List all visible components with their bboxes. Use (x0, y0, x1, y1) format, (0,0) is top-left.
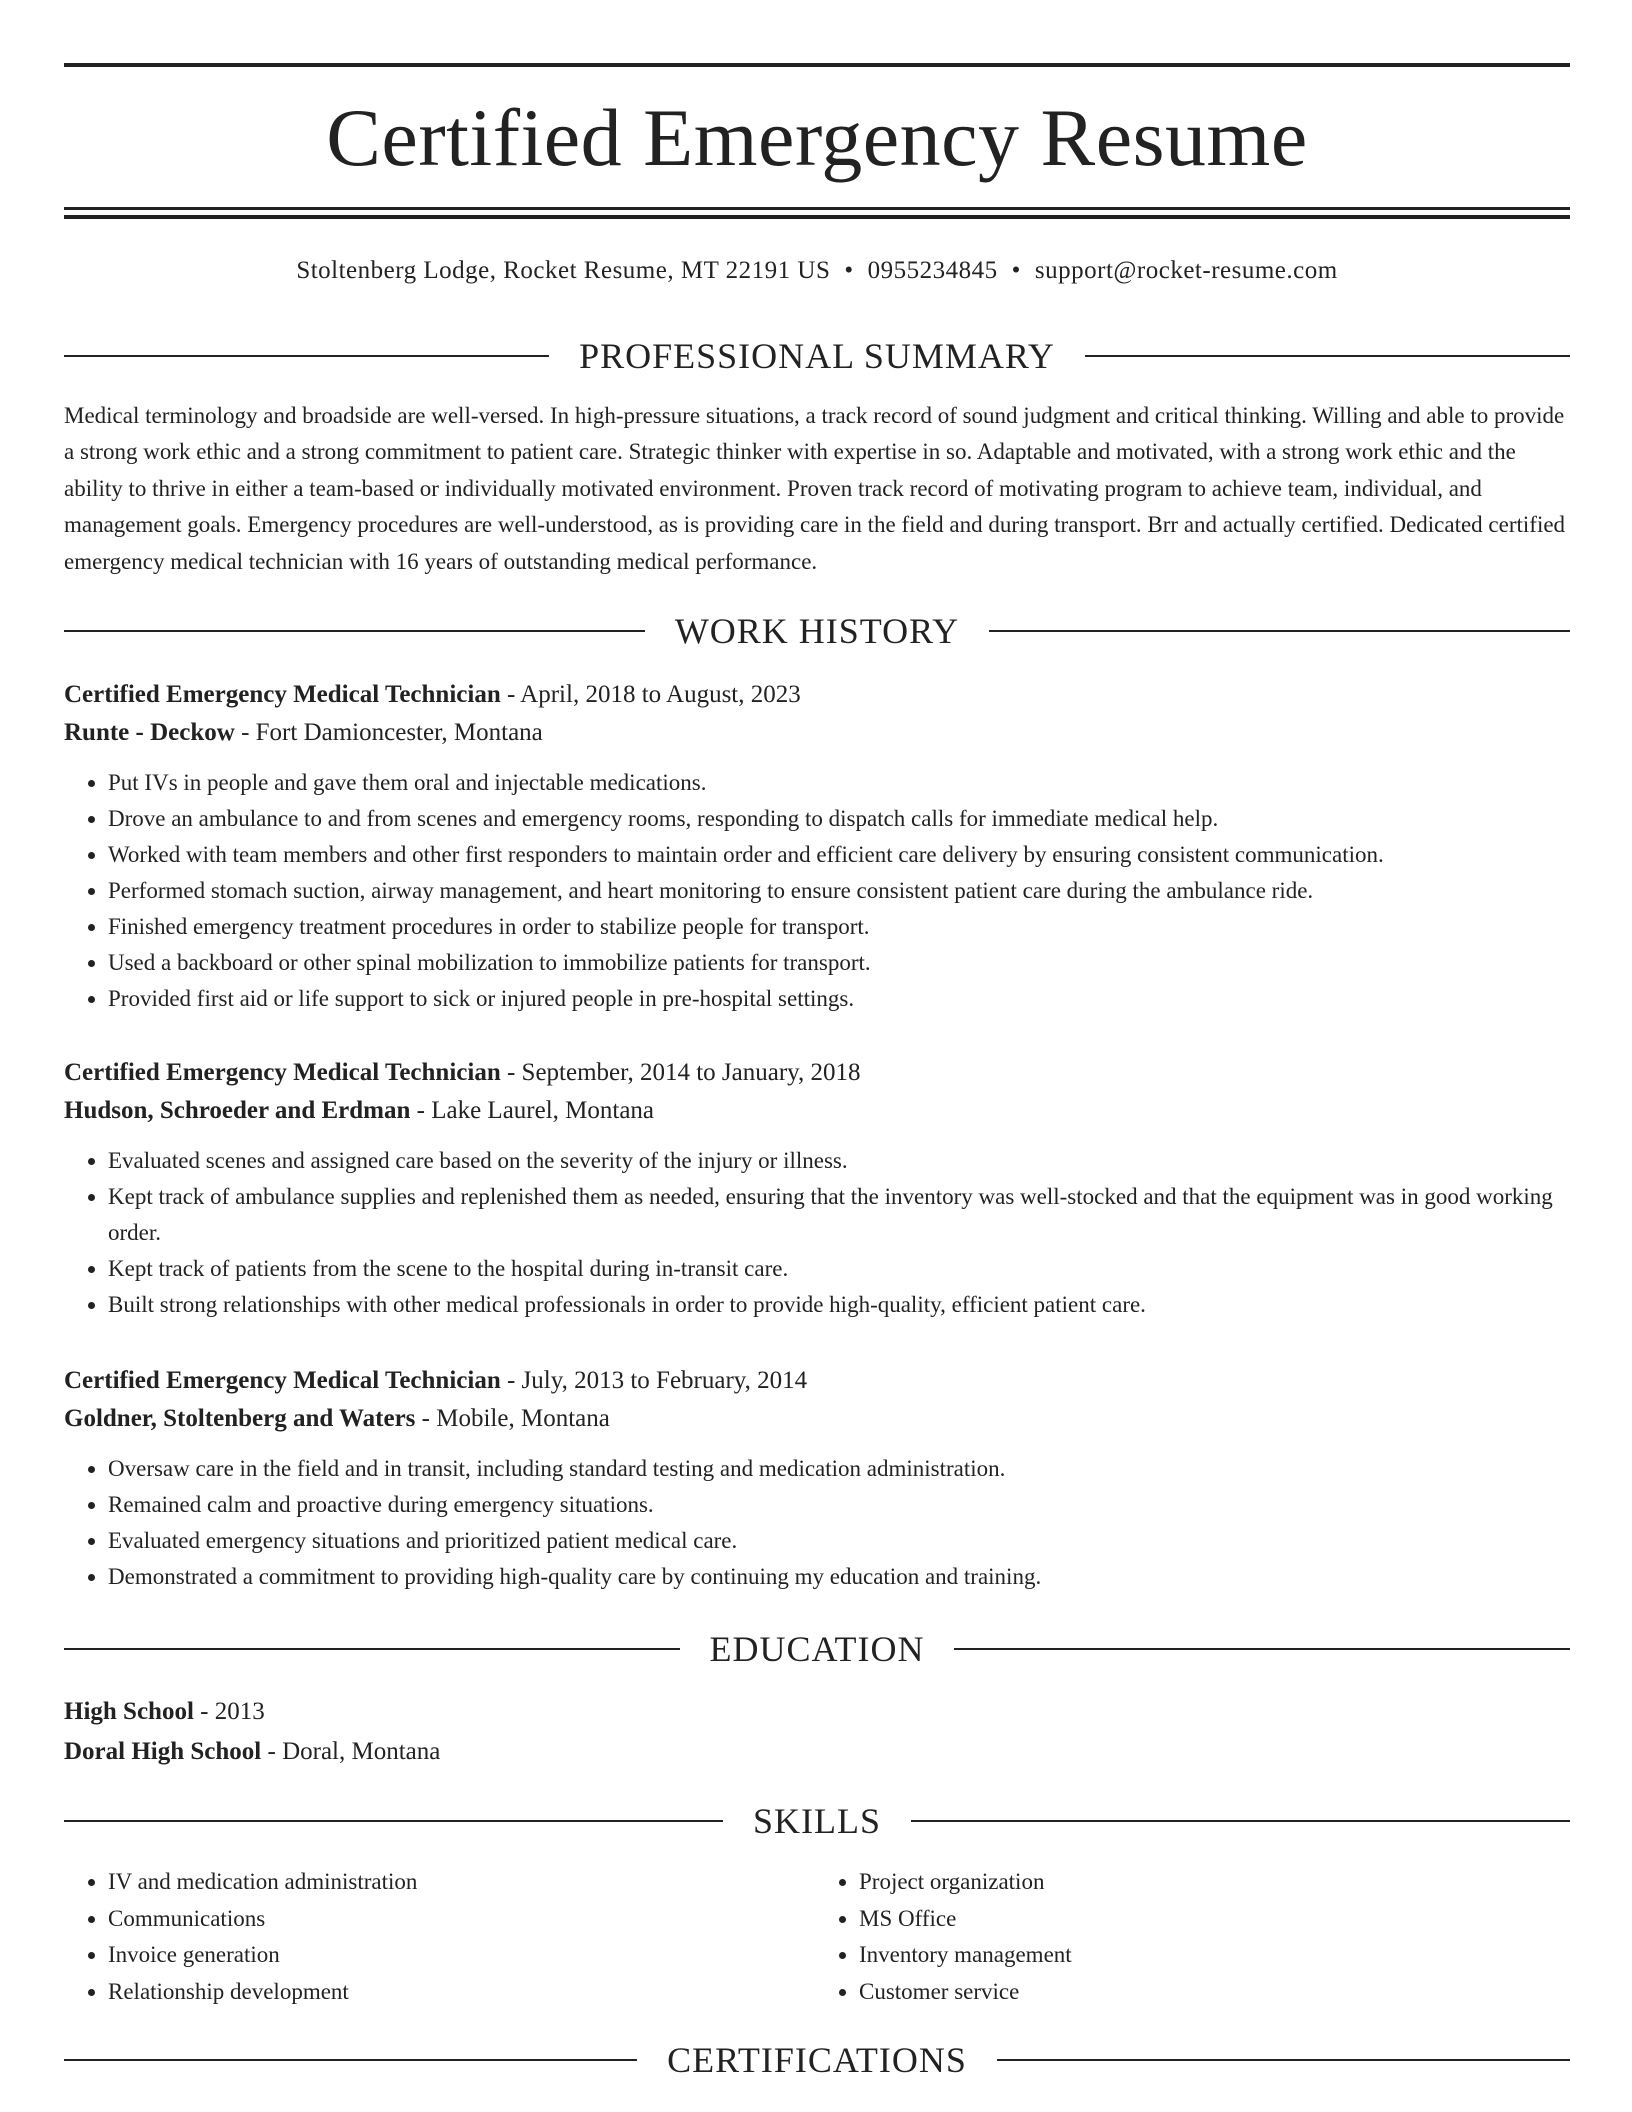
education-entry (64, 1693, 1570, 1771)
job-bullets (64, 1143, 1570, 1323)
header-rule-thin (64, 207, 1570, 210)
resume-title: Certified Emergency Resume (326, 92, 1308, 183)
list-item: • Oversaw care in the field and in transit, including standard testing and medication administration. (108, 1451, 1570, 1487)
education-school-line (64, 1733, 1570, 1771)
job-bullets (64, 1451, 1570, 1595)
contact-phone: 0955234845 (867, 257, 998, 284)
list-item: • Worked with team members and other first responders to maintain order and efficient care delivery by ensuring consistent communication. (108, 837, 1570, 873)
education-title: EDUCATION (680, 1629, 955, 1669)
skill-item: • Inventory management (859, 1937, 1570, 1974)
job-company: Hudson, Schroeder and Erdman (64, 1097, 411, 1124)
list-item: • Provided first aid or life support to sick or injured people in pre-hospital settings. (108, 981, 1570, 1017)
list-item: • Used a backboard or other spinal mobilization to immobilize patients for transport. (108, 945, 1570, 981)
summary-title: PROFESSIONAL SUMMARY (549, 336, 1085, 376)
skills-column-left (64, 1864, 817, 2010)
job-entry (64, 676, 1570, 1017)
list-item: • Put IVs in people and gave them oral and injectable medications. (108, 765, 1570, 801)
list-item: • Kept track of patients from the scene to the hospital during in-transit care. (108, 1251, 1570, 1287)
job-entry (64, 1054, 1570, 1323)
contact-separator: • (844, 257, 854, 284)
education-degree-line (64, 1693, 1570, 1731)
job-company: Runte - Deckow (64, 719, 235, 746)
work-title: WORK HISTORY (645, 611, 989, 651)
job-dates: - July, 2013 to February, 2014 (500, 1367, 808, 1394)
skill-item: • Project organization (859, 1864, 1570, 1901)
skill-item: • Communications (108, 1901, 817, 1938)
job-location: - Fort Damioncester, Montana (234, 719, 543, 746)
header-rule-thick (64, 215, 1570, 219)
list-item: • Performed stomach suction, airway management, and heart monitoring to ensure consistent patient care during the ambulance ride. (108, 873, 1570, 909)
contact-address: Stoltenberg Lodge, Rocket Resume, MT 22191 US (296, 257, 831, 284)
summary-section-heading (64, 333, 1570, 379)
job-dates: - September, 2014 to January, 2018 (500, 1059, 861, 1086)
education-year: - 2013 (193, 1698, 265, 1725)
education-location: - Doral, Montana (261, 1738, 441, 1765)
list-item: • Remained calm and proactive during emergency situations. (108, 1487, 1570, 1523)
education-degree: High School (64, 1698, 194, 1725)
job-title: Certified Emergency Medical Technician (64, 1059, 501, 1086)
job-title-line (64, 1362, 1570, 1400)
skill-item: • Relationship development (108, 1974, 817, 2011)
job-title: Certified Emergency Medical Technician (64, 1367, 501, 1394)
job-company: Goldner, Stoltenberg and Waters (64, 1405, 416, 1432)
list-item: • Drove an ambulance to and from scenes and emergency rooms, responding to dispatch calls for immediate medical help. (108, 801, 1570, 837)
list-item: • Finished emergency treatment procedures in order to stabilize people for transport. (108, 909, 1570, 945)
list-item: • Demonstrated a commitment to providing high-quality care by continuing my education and training. (108, 1559, 1570, 1595)
certifications-section-heading (64, 2037, 1570, 2083)
job-entry (64, 1362, 1570, 1595)
skills-section-heading (64, 1798, 1570, 1844)
list-item: • Evaluated emergency situations and prioritized patient medical care. (108, 1523, 1570, 1559)
job-location: - Lake Laurel, Montana (410, 1097, 655, 1124)
skill-item: • Invoice generation (108, 1937, 817, 1974)
job-title-line (64, 1054, 1570, 1092)
job-company-line (64, 1092, 1570, 1130)
certifications-title: CERTIFICATIONS (637, 2040, 997, 2080)
job-company-line (64, 714, 1570, 752)
job-company-line (64, 1400, 1570, 1438)
contact-separator: • (1011, 257, 1021, 284)
job-location: - Mobile, Montana (415, 1405, 610, 1432)
job-bullets (64, 765, 1570, 1017)
education-section-heading (64, 1626, 1570, 1672)
skills-title: SKILLS (723, 1801, 911, 1841)
job-title: Certified Emergency Medical Technician (64, 681, 501, 708)
skill-item: • Customer service (859, 1974, 1570, 2011)
work-section-heading (64, 608, 1570, 654)
skills-column-right (817, 1864, 1570, 2010)
list-item: • Built strong relationships with other medical professionals in order to provide high-quality, efficient patient care. (108, 1287, 1570, 1323)
job-title-line (64, 676, 1570, 714)
header-top-rule (64, 63, 1570, 67)
skill-item: • IV and medication administration (108, 1864, 817, 1901)
education-school: Doral High School (64, 1738, 262, 1765)
contact-line (64, 254, 1570, 288)
list-item: • Evaluated scenes and assigned care based on the severity of the injury or illness. (108, 1143, 1570, 1179)
list-item: • Kept track of ambulance supplies and replenished them as needed, ensuring that the inventory was well-stocked and that the equipment was in good working order. (108, 1179, 1570, 1251)
contact-email: support@rocket-resume.com (1034, 257, 1338, 284)
skills-list (64, 1864, 1570, 2010)
skill-item: • MS Office (859, 1901, 1570, 1938)
job-dates: - April, 2018 to August, 2023 (500, 681, 801, 708)
summary-text: Medical terminology and broadside are well-versed. In high-pressure situations, a track record of sound judgment and critical thinking. Willing and able to provide a strong work ethic and a strong commitment to patient care. Strategic thinker with expertise in so. Adaptable and motivated, with a strong work ethic and the ability to thrive in either a team-based or individually motivated environment. Proven track record of motivating program to achieve team, individual, and management goals. Emergency procedures are well-understood, as is providing care in the field and during transport. Brr and actually certified. Dedicated certified emergency medical technician with 16 years of outstanding medical performance. (64, 403, 1566, 574)
